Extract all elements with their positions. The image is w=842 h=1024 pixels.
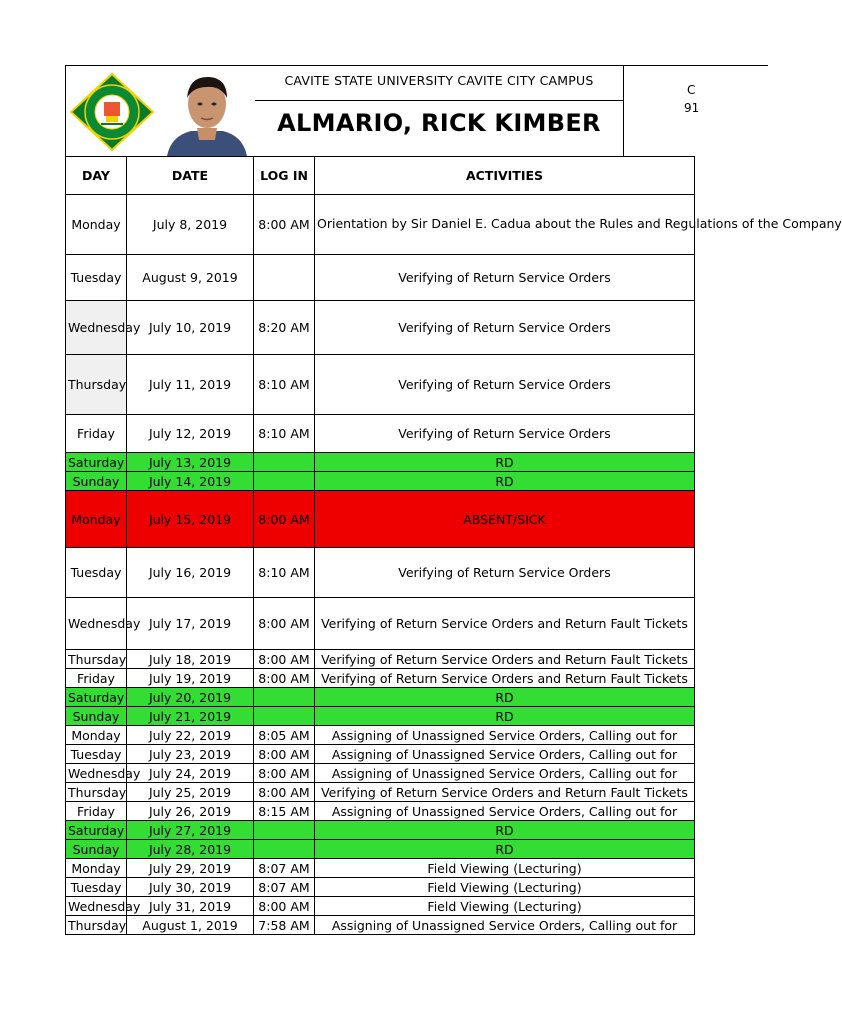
activity-cell: Assigning of Unassigned Service Orders, Calling out for — [315, 764, 695, 783]
login-cell: 8:15 AM — [254, 802, 315, 821]
day-cell: Monday — [66, 859, 127, 878]
date-cell: July 15, 2019 — [127, 491, 254, 548]
activity-cell: ABSENT/SICK — [315, 491, 695, 548]
day-cell: Saturday — [66, 453, 127, 472]
activity-cell: Assigning of Unassigned Service Orders, Calling out for — [315, 745, 695, 764]
login-cell: 8:10 AM — [254, 415, 315, 453]
table-row — [66, 764, 695, 783]
date-cell: July 28, 2019 — [127, 840, 254, 859]
date-cell: August 1, 2019 — [127, 916, 254, 935]
table-row — [66, 840, 695, 859]
day-cell: Sunday — [66, 472, 127, 491]
header-rule — [255, 100, 623, 101]
day-cell: Monday — [66, 726, 127, 745]
attendance-table — [65, 156, 842, 935]
day-cell: Sunday — [66, 840, 127, 859]
login-cell — [254, 688, 315, 707]
activity-cell: Assigning of Unassigned Service Orders, Calling out for — [315, 802, 695, 821]
date-cell: July 27, 2019 — [127, 821, 254, 840]
table-row — [66, 726, 695, 745]
activity-cell: Verifying of Return Service Orders and Return Fault Tickets — [315, 650, 695, 669]
day-cell: Wednesday — [66, 764, 127, 783]
table-row — [66, 783, 695, 802]
activity-cell: Verifying of Return Service Orders — [315, 255, 695, 301]
date-cell: July 22, 2019 — [127, 726, 254, 745]
table-row — [66, 650, 695, 669]
login-cell: 8:00 AM — [254, 491, 315, 548]
day-cell: Tuesday — [66, 548, 127, 598]
day-cell: Saturday — [66, 688, 127, 707]
day-cell: Wednesday — [66, 301, 127, 355]
login-cell: 7:58 AM — [254, 916, 315, 935]
day-cell: Thursday — [66, 783, 127, 802]
table-row — [66, 897, 695, 916]
activity-cell: Verifying of Return Service Orders — [315, 415, 695, 453]
day-cell: Friday — [66, 669, 127, 688]
activity-cell: Field Viewing (Lecturing) — [315, 878, 695, 897]
login-cell — [254, 472, 315, 491]
activity-cell: Verifying of Return Service Orders — [315, 301, 695, 355]
student-photo — [161, 68, 253, 156]
day-cell: Friday — [66, 802, 127, 821]
activity-cell: Verifying of Return Service Orders and Return Fault Tickets — [315, 783, 695, 802]
date-cell: July 31, 2019 — [127, 897, 254, 916]
day-cell: Monday — [66, 195, 127, 255]
day-cell: Thursday — [66, 355, 127, 415]
table-row — [66, 415, 695, 453]
activity-cell: Verifying of Return Service Orders — [315, 548, 695, 598]
activity-cell: Verifying of Return Service Orders — [315, 355, 695, 415]
day-cell: Monday — [66, 491, 127, 548]
table-row — [66, 821, 695, 840]
date-cell: July 20, 2019 — [127, 688, 254, 707]
header-activities: ACTIVITIES — [315, 157, 695, 195]
day-cell: Sunday — [66, 707, 127, 726]
header-top-border — [623, 65, 768, 66]
activity-cell: Assigning of Unassigned Service Orders, Calling out for — [315, 726, 695, 745]
login-cell: 8:00 AM — [254, 195, 315, 255]
login-cell — [254, 840, 315, 859]
activity-cell: Assigning of Unassigned Service Orders, Calling out for — [315, 916, 695, 935]
login-cell: 8:05 AM — [254, 726, 315, 745]
table-row — [66, 453, 695, 472]
table-row — [66, 548, 695, 598]
login-cell: 8:07 AM — [254, 878, 315, 897]
timesheet — [65, 65, 842, 945]
date-cell: July 29, 2019 — [127, 859, 254, 878]
table-row — [66, 472, 695, 491]
activity-cell: RD — [315, 821, 695, 840]
day-cell: Thursday — [66, 916, 127, 935]
login-cell — [254, 707, 315, 726]
activity-cell: Field Viewing (Lecturing) — [315, 859, 695, 878]
date-cell: July 12, 2019 — [127, 415, 254, 453]
activity-cell: RD — [315, 472, 695, 491]
login-cell — [254, 255, 315, 301]
day-cell: Wednesday — [66, 897, 127, 916]
day-cell: Thursday — [66, 650, 127, 669]
login-cell: 8:00 AM — [254, 897, 315, 916]
activity-cell: Field Viewing (Lecturing) — [315, 897, 695, 916]
date-cell: July 30, 2019 — [127, 878, 254, 897]
date-cell: July 21, 2019 — [127, 707, 254, 726]
side-text-bottom: 91 — [684, 101, 700, 115]
table-row — [66, 598, 695, 650]
activity-cell — [315, 195, 842, 255]
activity-cell: RD — [315, 453, 695, 472]
table-row — [66, 688, 695, 707]
login-cell: 8:10 AM — [254, 355, 315, 415]
date-cell: July 26, 2019 — [127, 802, 254, 821]
table-row — [66, 802, 695, 821]
date-cell: July 16, 2019 — [127, 548, 254, 598]
login-cell: 8:10 AM — [254, 548, 315, 598]
login-cell — [254, 453, 315, 472]
university-seal-logo — [67, 72, 157, 152]
activity-cell: RD — [315, 840, 695, 859]
table-row — [66, 745, 695, 764]
date-cell: July 13, 2019 — [127, 453, 254, 472]
day-cell: Saturday — [66, 821, 127, 840]
table-row — [66, 355, 695, 415]
login-cell: 8:00 AM — [254, 669, 315, 688]
table-row — [66, 707, 695, 726]
date-cell: July 8, 2019 — [127, 195, 254, 255]
table-row — [66, 859, 695, 878]
table-row — [66, 195, 695, 255]
date-cell: July 25, 2019 — [127, 783, 254, 802]
date-cell: July 18, 2019 — [127, 650, 254, 669]
table-row — [66, 916, 695, 935]
date-cell: July 23, 2019 — [127, 745, 254, 764]
header-login: LOG IN — [254, 157, 315, 195]
table-row — [66, 255, 695, 301]
table-row — [66, 669, 695, 688]
login-cell: 8:20 AM — [254, 301, 315, 355]
date-cell: July 19, 2019 — [127, 669, 254, 688]
login-cell: 8:00 AM — [254, 783, 315, 802]
table-header-row — [66, 157, 695, 195]
login-cell: 8:00 AM — [254, 764, 315, 783]
table-row — [66, 301, 695, 355]
date-cell: July 14, 2019 — [127, 472, 254, 491]
day-cell: Tuesday — [66, 745, 127, 764]
activity-text: Orientation by Sir Daniel E. Cadua about the Rules and Regulations of the Company — [317, 216, 842, 231]
header-day: DAY — [66, 157, 127, 195]
date-cell: July 10, 2019 — [127, 301, 254, 355]
day-cell: Friday — [66, 415, 127, 453]
table-row — [66, 878, 695, 897]
student-name: ALMARIO, RICK KIMBER — [277, 109, 601, 137]
school-name: CAVITE STATE UNIVERSITY CAVITE CITY CAMPUS — [284, 73, 594, 88]
date-cell: July 17, 2019 — [127, 598, 254, 650]
login-cell: 8:00 AM — [254, 745, 315, 764]
header-divider — [623, 65, 624, 156]
login-cell — [254, 821, 315, 840]
login-cell: 8:00 AM — [254, 650, 315, 669]
header-date: DATE — [127, 157, 254, 195]
login-cell: 8:00 AM — [254, 598, 315, 650]
day-cell: Tuesday — [66, 255, 127, 301]
date-cell: July 11, 2019 — [127, 355, 254, 415]
day-cell: Wednesday — [66, 598, 127, 650]
login-cell: 8:07 AM — [254, 859, 315, 878]
day-cell: Tuesday — [66, 878, 127, 897]
activity-cell: Verifying of Return Service Orders and Return Fault Tickets — [315, 598, 695, 650]
date-cell: August 9, 2019 — [127, 255, 254, 301]
activity-cell: Verifying of Return Service Orders and Return Fault Tickets — [315, 669, 695, 688]
table-row — [66, 491, 695, 548]
activity-cell: RD — [315, 707, 695, 726]
side-text-top: C — [687, 83, 696, 97]
activity-cell: RD — [315, 688, 695, 707]
date-cell: July 24, 2019 — [127, 764, 254, 783]
